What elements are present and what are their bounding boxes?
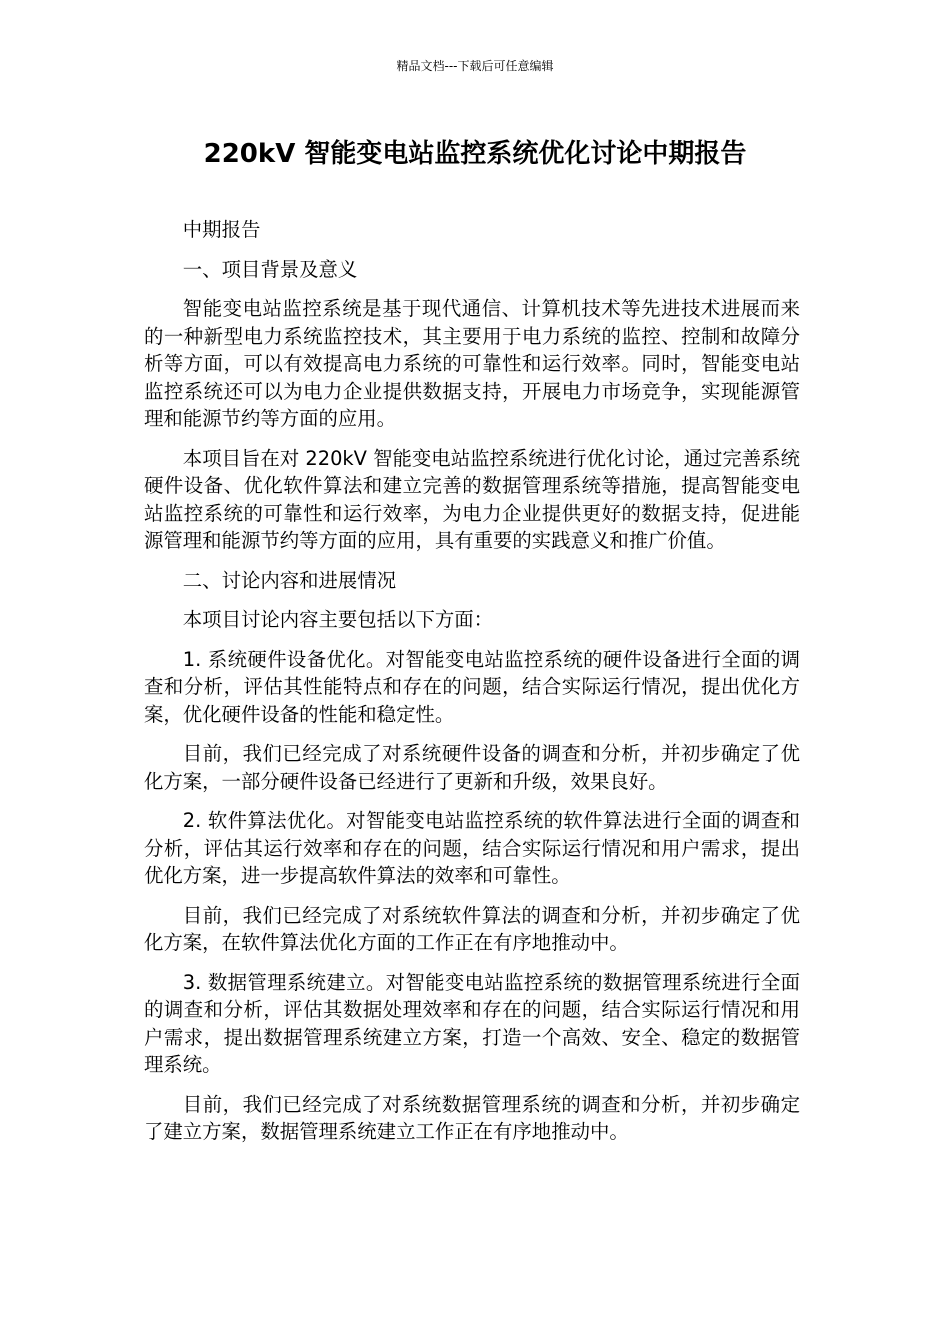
list-item: 1. 系统硬件设备优化。对智能变电站监控系统的硬件设备进行全面的调查和分析，评估其性能特点和存在的问题，结合实际运行情况，提出优化方案，优化硬件设备的性能和稳定性。	[144, 647, 800, 726]
page-header: 精品文档---下载后可任意编辑	[396, 59, 554, 73]
list-item: 2. 软件算法优化。对智能变电站监控系统的软件算法进行全面的调查和分析，评估其运行效率和存在的问题，结合实际运行情况和用户需求，提出优化方案，进一步提高软件算法的效率和可靠性。	[144, 809, 800, 887]
paragraph: 目前，我们已经完成了对系统硬件设备的调查和分析，并初步确定了优化方案，一部分硬件设备已经进行了更新和升级，效果良好。	[144, 742, 800, 793]
paragraph: 智能变电站监控系统是基于现代通信、计算机技术等先进技术进展而来的一种新型电力系统监控技术，其主要用于电力系统的监控、控制和故障分析等方面，可以有效提高电力系统的可靠性和运行效率。同时，智能变电站监控系统还可以为电力企业提供数据支持，开展电力市场竞争，实现能源管理和能源节约等方面的应用。	[144, 297, 800, 430]
paragraph: 本项目旨在对 220kV 智能变电站监控系统进行优化讨论，通过完善系统硬件设备、优化软件算法和建立完善的数据管理系统等措施，提高智能变电站监控系统的可靠性和运行效率，为电力企业提供更好的数据支持，促进能源管理和能源节约等方面的应用，具有重要的实践意义和推广价值。	[144, 446, 800, 552]
document-body	[144, 216, 800, 1158]
document-title: 220kV 智能变电站监控系统优化讨论中期报告	[203, 139, 747, 169]
list-item: 3. 数据管理系统建立。对智能变电站监控系统的数据管理系统进行全面的调查和分析，评估其数据处理效率和存在的问题，结合实际运行情况和用户需求，提出数据管理系统建立方案，打造一个高效、安全、稳定的数据管理系统。	[144, 970, 800, 1076]
paragraph: 目前，我们已经完成了对系统软件算法的调查和分析，并初步确定了优化方案，在软件算法优化方面的工作正在有序地推动中。	[144, 903, 800, 954]
section-heading-progress: 二、讨论内容和进展情况	[182, 568, 397, 592]
section-label: 中期报告	[182, 218, 261, 241]
paragraph: 本项目讨论内容主要包括以下方面：	[182, 608, 494, 631]
section-heading-background: 一、项目背景及意义	[182, 257, 358, 281]
paragraph: 目前，我们已经完成了对系统数据管理系统的调查和分析，并初步确定了建立方案，数据管理系统建立工作正在有序地推动中。	[144, 1092, 800, 1143]
